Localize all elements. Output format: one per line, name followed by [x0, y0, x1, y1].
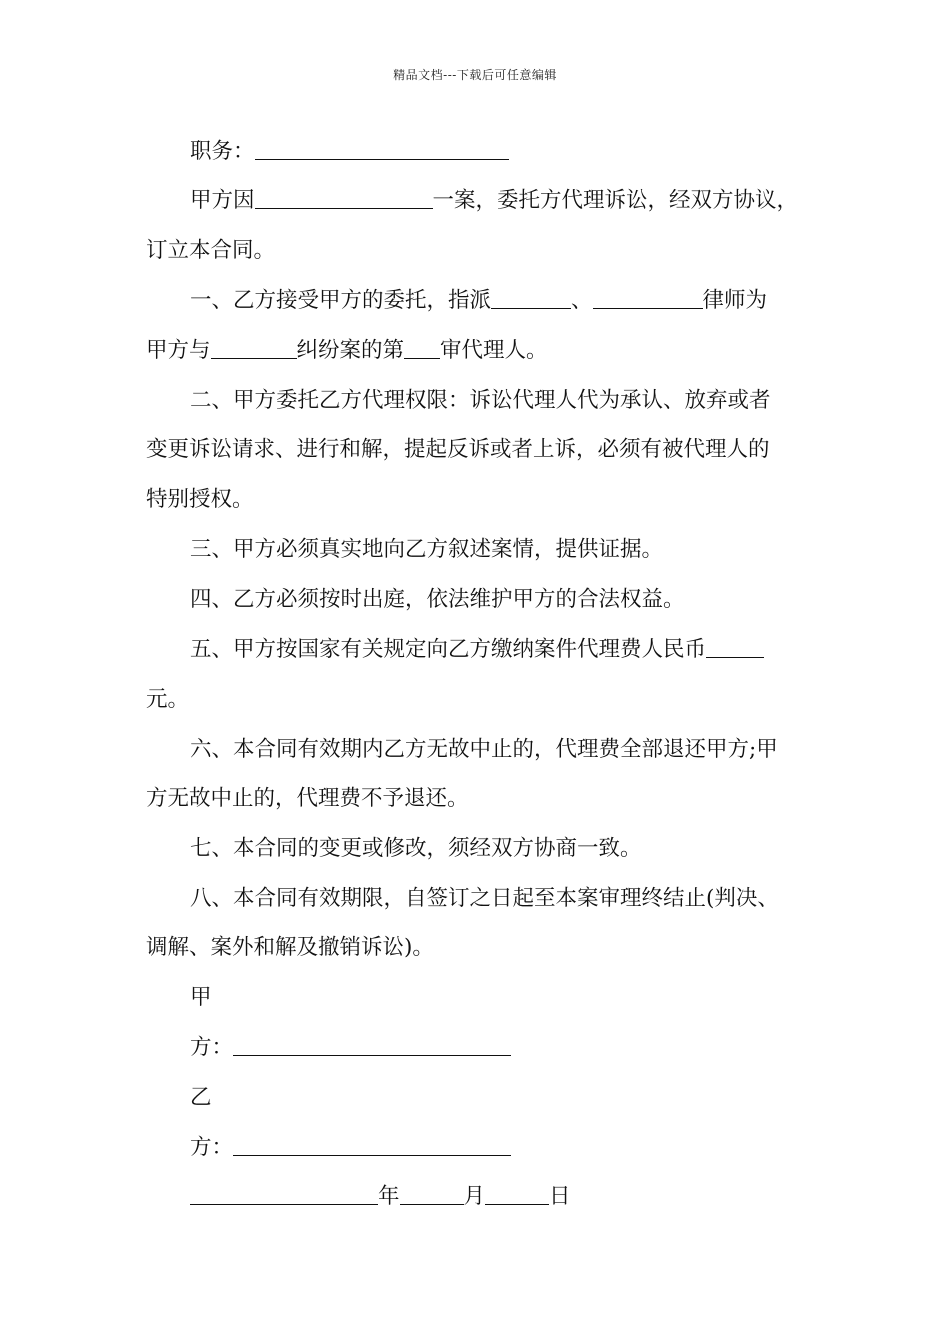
- party-a-blank: [233, 1033, 511, 1056]
- clause-text: 五、甲方按国家有关规定向乙方缴纳案件代理费人民币: [190, 637, 707, 662]
- position-line: [190, 137, 509, 167]
- clause-7: 七、本合同的变更或修改，须经双方协商一致。: [190, 836, 642, 861]
- lawyer-2-blank: [593, 286, 703, 309]
- clause-2-line-3: 特别授权。: [146, 487, 254, 512]
- party-b-blank: [233, 1133, 511, 1156]
- year-label: 年: [378, 1184, 400, 1209]
- date-line: [190, 1182, 571, 1212]
- clause-3: 三、甲方必须真实地向乙方叙述案情，提供证据。: [190, 537, 664, 562]
- clause-6-line-1: 六、本合同有效期内乙方无故中止的，代理费全部退还甲方;甲: [190, 737, 778, 762]
- party-b-label-top: 乙: [190, 1085, 212, 1110]
- clause-5-line-1: [190, 635, 764, 665]
- party-b-label-bottom: 方：: [190, 1135, 234, 1160]
- clause-8-line-2: 调解、案外和解及撤销诉讼)。: [146, 935, 434, 960]
- year-blank: [190, 1182, 378, 1205]
- clause-5-line-2: 元。: [146, 687, 190, 712]
- lawyer-1-blank: [491, 286, 571, 309]
- opposing-party-blank: [211, 336, 297, 359]
- fee-amount-blank: [706, 635, 764, 658]
- intro-paragraph-line-1: [190, 186, 798, 216]
- clause-1-line-2: [146, 336, 548, 366]
- position-blank: [255, 137, 509, 160]
- party-a-label-top: 甲: [190, 985, 212, 1010]
- day-label: 日: [549, 1184, 571, 1209]
- party-a-label-bottom: 方：: [190, 1035, 234, 1060]
- clause-text: 审代理人。: [440, 338, 548, 363]
- page-header: 精品文档---下载后可任意编辑: [393, 68, 557, 82]
- clause-2-line-2: 变更诉讼请求、进行和解，提起反诉或者上诉，必须有被代理人的: [146, 437, 770, 462]
- clause-6-line-2: 方无故中止的，代理费不予退还。: [146, 786, 469, 811]
- clause-8-line-1: 八、本合同有效期限，自签订之日起至本案审理终结止(判决、: [190, 886, 779, 911]
- clause-2-line-1: 二、甲方委托乙方代理权限：诉讼代理人代为承认、放弃或者: [190, 388, 771, 413]
- party-a-signature-line: [190, 1033, 511, 1063]
- party-b-signature-line: [190, 1133, 511, 1163]
- month-blank: [400, 1182, 464, 1205]
- intro-paragraph-line-2: 订立本合同。: [146, 238, 276, 263]
- clause-4: 四、乙方必须按时出庭，依法维护甲方的合法权益。: [190, 587, 685, 612]
- position-label: 职务：: [190, 139, 255, 164]
- clause-1-line-1: [190, 286, 767, 316]
- clause-text: 律师为: [702, 288, 768, 313]
- instance-blank: [404, 336, 440, 359]
- intro-text: 甲方因: [190, 188, 255, 213]
- clause-text: 、: [571, 288, 593, 313]
- intro-text: 一案，委托方代理诉讼，经双方协议，: [432, 188, 799, 213]
- day-blank: [485, 1182, 549, 1205]
- clause-text: 纠纷案的第: [296, 338, 405, 363]
- month-label: 月: [463, 1184, 486, 1209]
- clause-text: 甲方与: [146, 338, 211, 363]
- clause-text: 一、乙方接受甲方的委托，指派: [190, 288, 492, 313]
- case-name-blank: [255, 186, 433, 209]
